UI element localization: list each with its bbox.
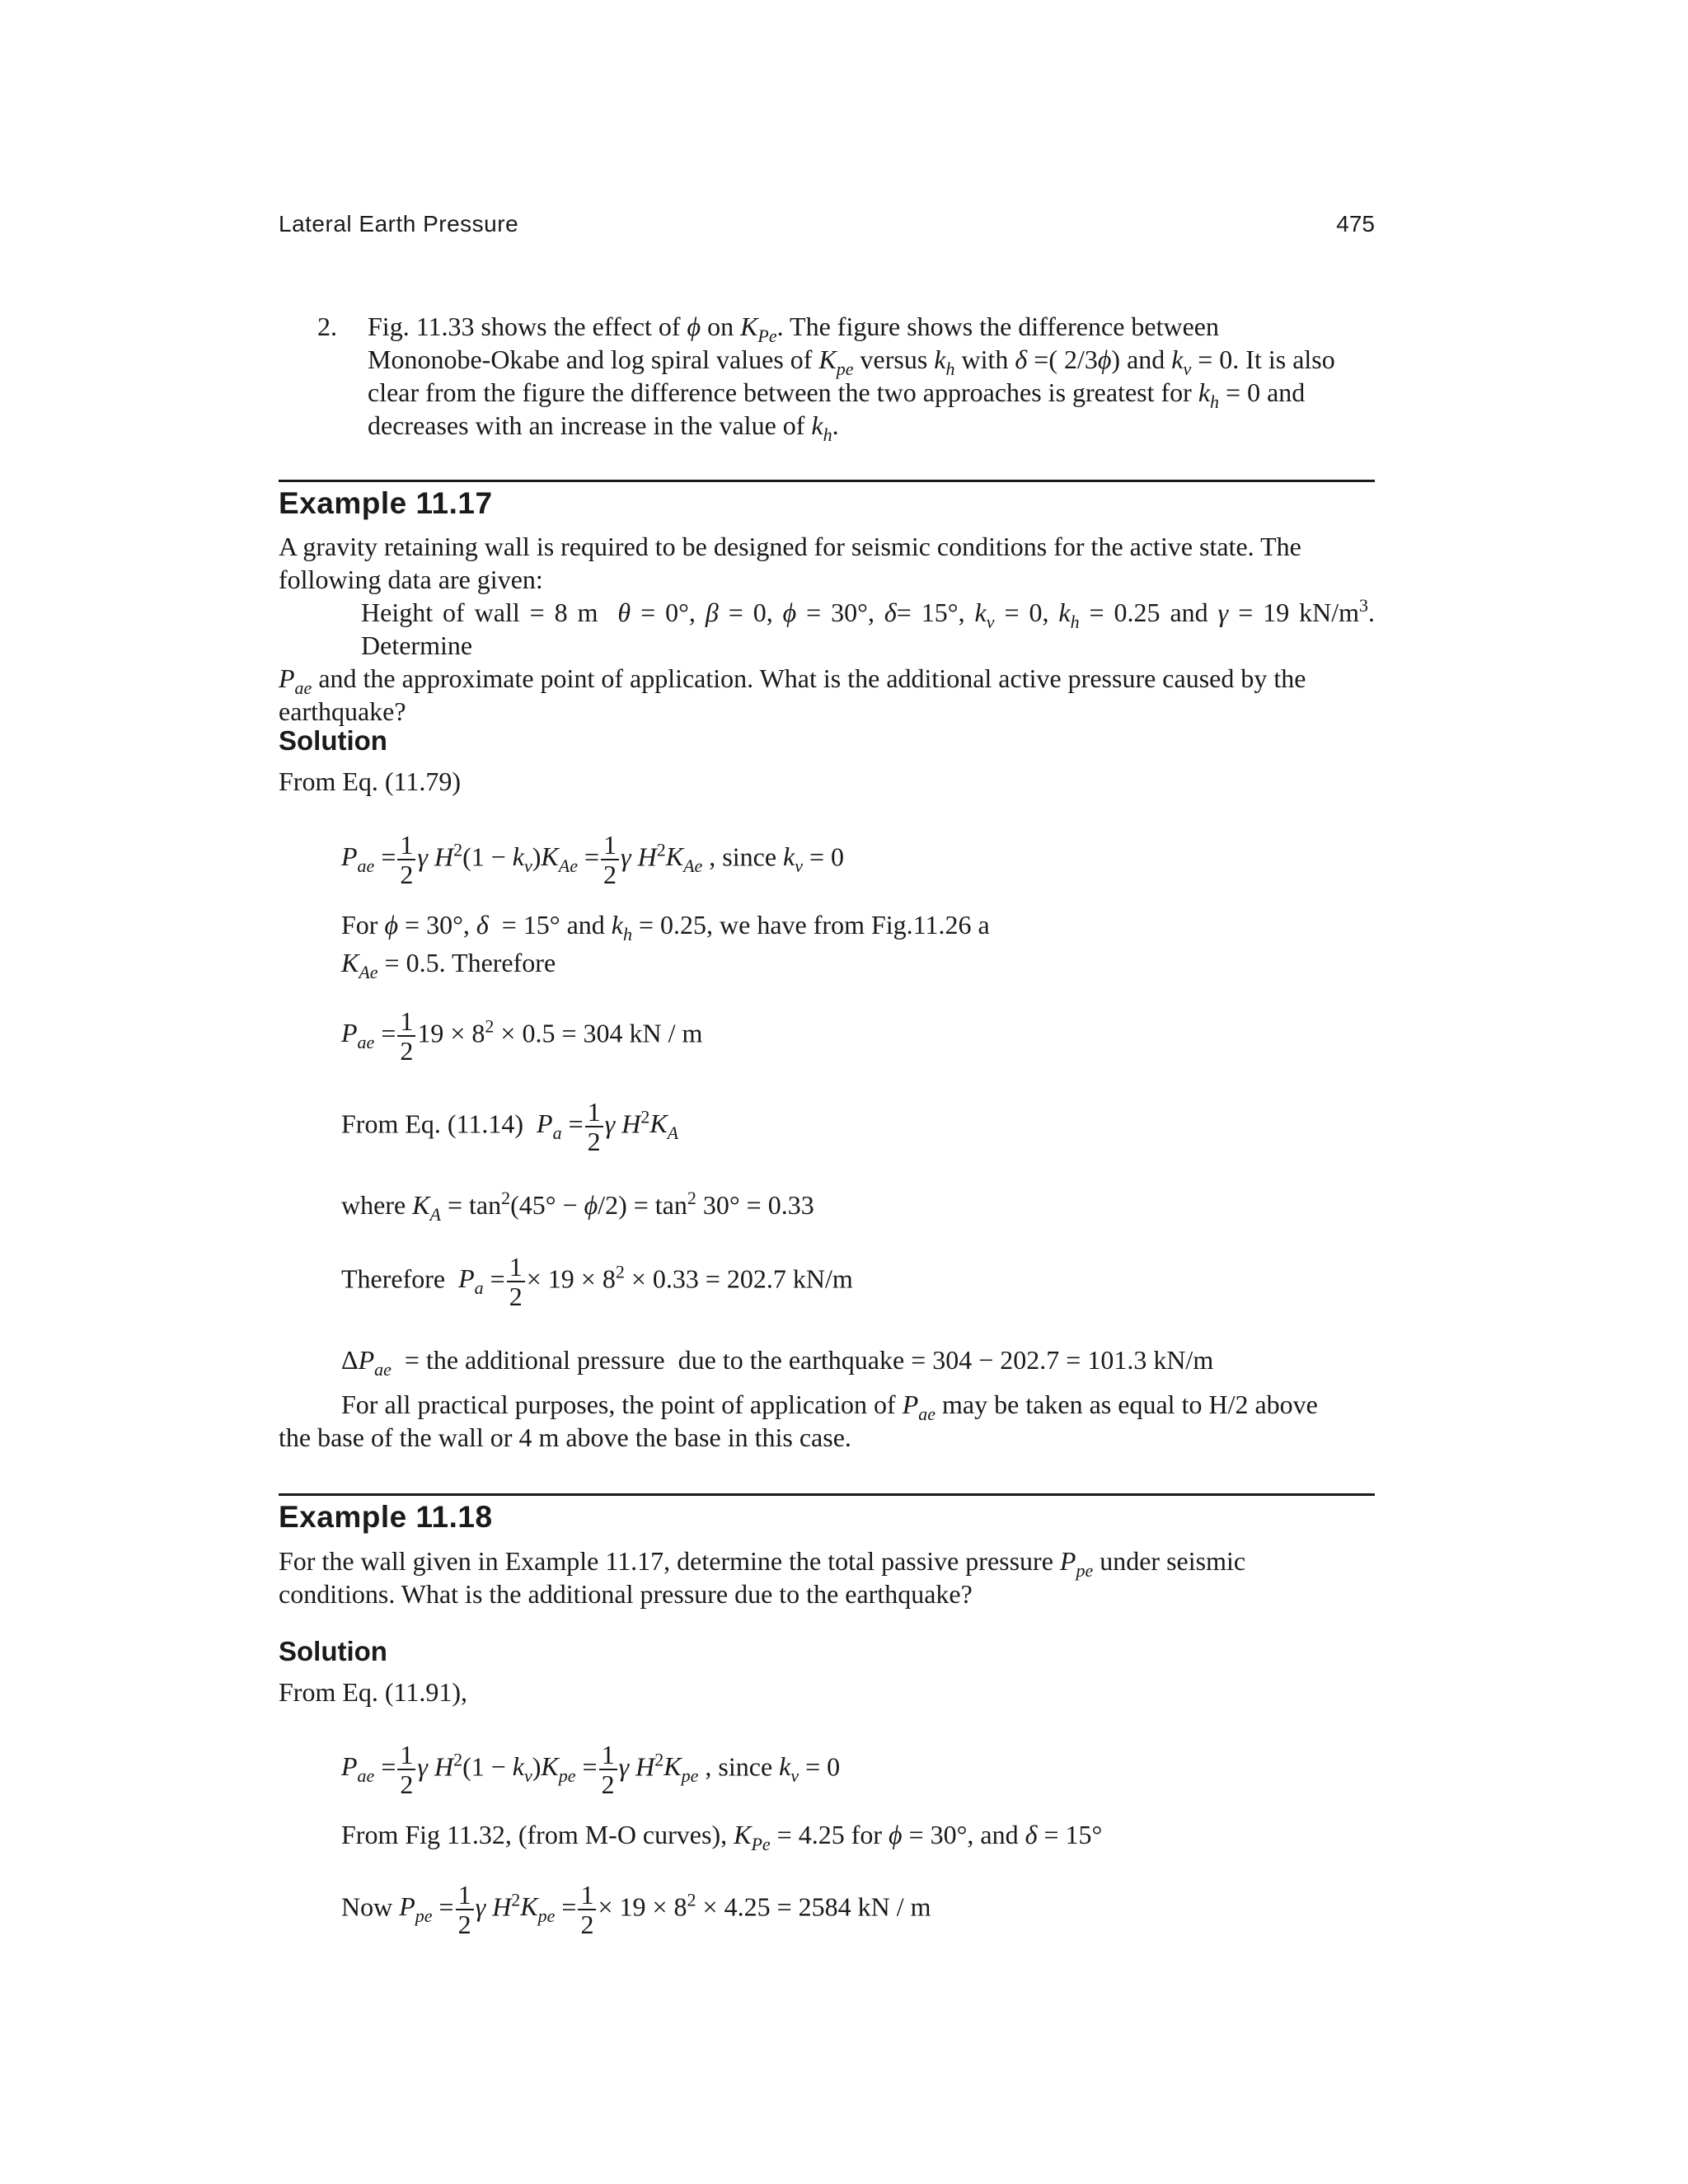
- statement-line-1: For the wall given in Example 11.17, determine the total passive pressure $P_{pe}$ under seismic: [279, 1546, 1246, 1581]
- from-equation: From Eq. (11.91),: [279, 1677, 468, 1707]
- equation-delta-pae: $\Delta P_{ae}$ = the additional pressure due to the earthquake = 304 − 202.7 = 101.3 kN/m: [341, 1345, 1214, 1380]
- page-number: 475: [1336, 211, 1375, 237]
- equation-ka: where $K_A = \tan^2(45^\circ - \phi/2) = \tan^2 30^\circ = 0.33$: [341, 1188, 814, 1225]
- equation-pa-value: Therefore $P_a$ = $\frac{1}{2}$ × $19 \times 8^2 \times 0.33 = 202.7$ kN/m: [341, 1252, 853, 1311]
- equation-pae: $P_{ae}$ = $\frac{1}{2}$ γ $H^2(1 - k_v)K_{Ae}$ = $\frac{1}{2}$ γ $H^2K_{Ae}$ , since $k_v = 0$: [341, 830, 845, 889]
- equation-pae-value: $P_{ae}$ = $\frac{1}{2}$ $19 \times 8^2 \times 0.5 = 304$ kN / m: [341, 1006, 703, 1066]
- text-kae: $K_{Ae} = 0.5$. Therefore: [341, 948, 556, 982]
- text-from-fig: From Fig 11.32, (from M-O curves), $K_{Pe} = 4.25$ for ϕ = 30°, and δ = 15°: [341, 1820, 1103, 1854]
- solution-title: Solution: [279, 725, 387, 756]
- example-title: Example 11.18: [279, 1500, 493, 1534]
- text-for-phi: For ϕ = 30°, δ = 15° and $k_h = 0.25$, we have from Fig.11.26 a: [341, 910, 990, 944]
- item2-line-3: clear from the figure the difference between the two approaches is greatest for $k_h = 0$ and: [368, 377, 1306, 412]
- solution-title: Solution: [279, 1636, 387, 1666]
- from-equation: From Eq. (11.79): [279, 766, 462, 796]
- example-title: Example 11.17: [279, 486, 493, 520]
- example-11-17-statement: [279, 530, 1375, 728]
- equation-pae-passive: $P_{ae}$ = $\frac{1}{2}$ γ $H^2(1 - k_v)K_{pe}$ = $\frac{1}{2}$ γ $H^2K_{pe}$ , since $k_v = 0$: [341, 1740, 841, 1799]
- example-11-18-statement: [279, 1544, 1375, 1610]
- statement-line-4: $P_{ae}$ and the approximate point of application. What is the additional active pressure caused by the: [279, 663, 1306, 698]
- statement-line-5: earthquake?: [279, 696, 406, 726]
- item2-paragraph: [368, 310, 1375, 445]
- closing-paragraph: [279, 1388, 1375, 1454]
- item2-line-4: decreases with an increase in the value of $k_h$.: [368, 410, 839, 445]
- item2-line-1: Fig. 11.33 shows the effect of ϕ on $K_{Pe}$. The figure shows the difference between: [368, 312, 1219, 346]
- closing-line-2: the base of the wall or 4 m above the base in this case.: [279, 1422, 851, 1452]
- equation-pa: From Eq. (11.14) $P_a$ = $\frac{1}{2}$ γ $H^2K_A$: [341, 1097, 679, 1156]
- statement-line-2: conditions. What is the additional pressure due to the earthquake?: [279, 1579, 973, 1609]
- statement-line-1: A gravity retaining wall is required to be designed for seismic conditions for the active state. The: [279, 532, 1301, 561]
- running-title: Lateral Earth Pressure: [279, 211, 519, 237]
- item2-line-2: Mononobe-Okabe and log spiral values of $K_{pe}$ versus $k_h$ with δ =( 2/3ϕ) and $k_v = 0$. It is also: [368, 344, 1335, 379]
- section-rule: [279, 480, 1375, 482]
- equation-ppe-value: Now $P_{pe}$ = $\frac{1}{2}$ γ $H^2K_{pe}$ = $\frac{1}{2}$ × $19 \times 8^2 \times 4.25 = 2584$ kN / m: [341, 1880, 931, 1939]
- item-number: 2.: [317, 312, 337, 341]
- statement-line-3: Height of wall = 8 m θ = 0°, β = 0, ϕ = 30°, δ= 15°, $k_v = 0$, $k_h = 0.25$ and γ = 19 $kN/m^3$. Determine: [361, 595, 1376, 660]
- section-rule: [279, 1493, 1375, 1496]
- closing-line-1: For all practical purposes, the point of application of $P_{ae}$ may be taken as equal to H/2 above: [341, 1390, 1318, 1424]
- statement-line-2: following data are given:: [279, 565, 543, 594]
